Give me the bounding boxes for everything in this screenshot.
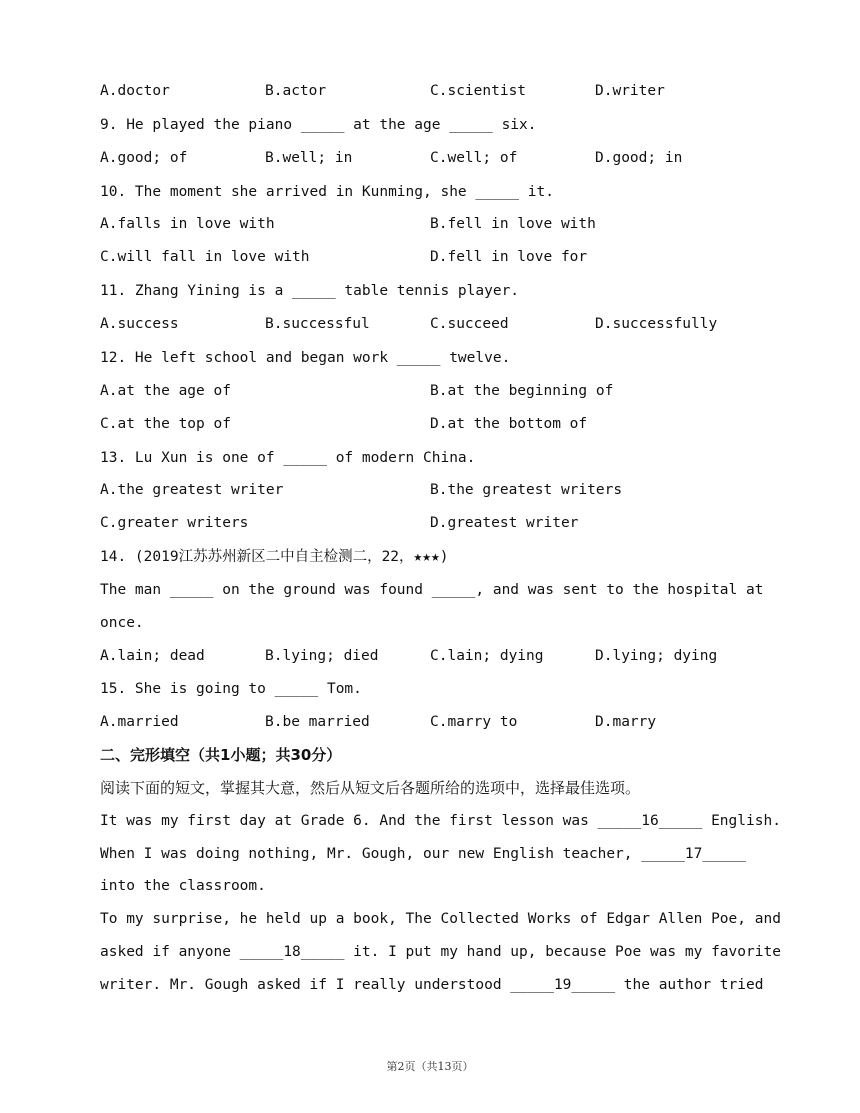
q11-option-d: D.successfully [595, 316, 718, 332]
q11-option-b: B.successful [265, 316, 370, 332]
q9-option-a: A.good; of [100, 150, 188, 166]
q10-option-c: C.will fall in love with [100, 249, 310, 265]
q15-option-c: C.marry to [430, 714, 518, 730]
q9-options [100, 148, 780, 168]
section-instruction: 阅读下面的短文，掌握其大意，然后从短文后各题所给的选项中，选择最佳选项。 [100, 779, 641, 797]
q13-option-d: D.greatest writer [430, 515, 579, 531]
q12-stem: 12. He left school and began work _____ twelve. [100, 350, 511, 366]
q10-options-row2 [100, 247, 780, 267]
q8-options [100, 81, 780, 101]
q13-option-a: A.the greatest writer [100, 482, 284, 498]
passage-line: It was my first day at Grade 6. And the first lesson was _____16_____ English. [100, 813, 781, 829]
q13-stem: 13. Lu Xun is one of _____ of modern China. [100, 450, 476, 466]
q11-stem: 11. Zhang Yining is a _____ table tennis player. [100, 283, 520, 299]
page-footer: 第2页（共13页） [386, 1060, 474, 1073]
q14-options [100, 646, 780, 666]
section-heading: 二、完形填空（共1小题；共30分） [100, 746, 342, 764]
q8-option-c: C.scientist [430, 83, 527, 99]
passage-line: asked if anyone _____18_____ it. I put my hand up, because Poe was my favorite [100, 944, 781, 960]
q11-option-c: C.succeed [430, 316, 509, 332]
q15-options [100, 712, 780, 732]
q15-option-a: A.married [100, 714, 179, 730]
q14-option-b: B.lying; died [265, 648, 379, 664]
q11-options [100, 314, 780, 334]
q9-option-d: D.good; in [595, 150, 683, 166]
q14-stem-line2: once. [100, 615, 144, 631]
q13-option-c: C.greater writers [100, 515, 249, 531]
q8-option-a: A.doctor [100, 83, 170, 99]
q9-option-b: B.well; in [265, 150, 353, 166]
q10-stem: 10. The moment she arrived in Kunming, she _____ it. [100, 184, 554, 200]
q14-option-d: D.lying; dying [595, 648, 718, 664]
q9-option-c: C.well; of [430, 150, 518, 166]
q14-option-a: A.lain; dead [100, 648, 205, 664]
q13-options-row1 [100, 480, 780, 500]
q13-option-b: B.the greatest writers [430, 482, 623, 498]
q12-option-a: A.at the age of [100, 383, 231, 399]
q11-option-a: A.success [100, 316, 179, 332]
q12-option-b: B.at the beginning of [430, 383, 614, 399]
q10-option-d: D.fell in love for [430, 249, 588, 265]
q12-options-row1 [100, 381, 780, 401]
q10-option-b: B.fell in love with [430, 216, 596, 232]
q15-stem: 15. She is going to _____ Tom. [100, 681, 362, 697]
passage-line: writer. Mr. Gough asked if I really understood _____19_____ the author tried [100, 977, 764, 993]
passage-line: into the classroom. [100, 878, 266, 894]
passage-line: To my surprise, he held up a book, The Collected Works of Edgar Allen Poe, and [100, 911, 781, 927]
q14-source: 14. (2019江苏苏州新区二中自主检测二，22，★★★) [100, 549, 449, 565]
q12-option-c: C.at the top of [100, 416, 231, 432]
q12-option-d: D.at the bottom of [430, 416, 588, 432]
q12-options-row2 [100, 414, 780, 434]
q14-stem-line1: The man _____ on the ground was found _____, and was sent to the hospital at [100, 582, 764, 598]
q14-option-c: C.lain; dying [430, 648, 544, 664]
q10-option-a: A.falls in love with [100, 216, 275, 232]
q15-option-b: B.be married [265, 714, 370, 730]
q13-options-row2 [100, 513, 780, 533]
q10-options-row1 [100, 214, 780, 234]
q15-option-d: D.marry [595, 714, 657, 730]
q8-option-d: D.writer [595, 83, 665, 99]
q8-option-b: B.actor [265, 83, 327, 99]
q9-stem: 9. He played the piano _____ at the age _____ six. [100, 117, 537, 133]
passage-line: When I was doing nothing, Mr. Gough, our new English teacher, _____17_____ [100, 846, 747, 862]
